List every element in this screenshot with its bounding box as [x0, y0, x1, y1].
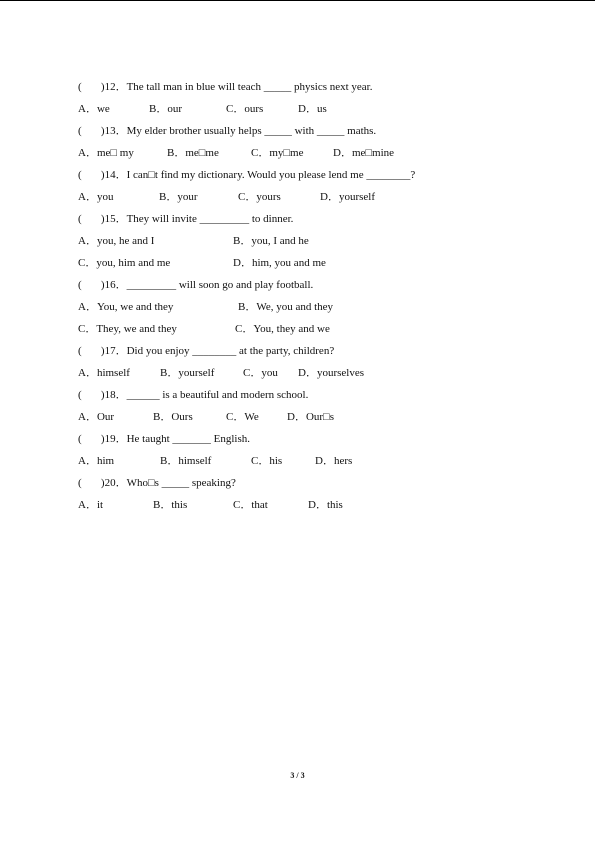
- q13-option-b: B．me□me: [167, 147, 219, 159]
- q14-option-b: B．your: [159, 191, 198, 203]
- q12-option-d: D．us: [298, 103, 327, 115]
- q18-option-b: B．Ours: [153, 411, 193, 423]
- top-border-line: [0, 0, 595, 1]
- q20-option-d: D．this: [308, 499, 343, 511]
- q15-option-a: A．you, he and I: [78, 235, 155, 247]
- question-12: ( )12．The tall man in blue will teach _____ physics next year.: [78, 81, 373, 93]
- question-18: ( )18．______ is a beautiful and modern school.: [78, 389, 309, 401]
- q14-option-c: C．yours: [238, 191, 281, 203]
- question-19: ( )19．He taught _______ English.: [78, 433, 251, 445]
- q15-option-d: D．him, you and me: [233, 257, 326, 269]
- q16-option-c: C．They, we and they: [78, 323, 177, 335]
- q14-option-a: A．you: [78, 191, 114, 203]
- q17-option-d: D．yourselves: [298, 367, 364, 379]
- question-13: ( )13．My elder brother usually helps _____ with _____ maths.: [78, 125, 377, 137]
- q20-option-c: C．that: [233, 499, 268, 511]
- q18-option-a: A．Our: [78, 411, 115, 423]
- q12-option-b: B．our: [149, 103, 182, 115]
- q20-option-b: B．this: [153, 499, 188, 511]
- q13-option-c: C．my□me: [251, 147, 304, 159]
- q18-option-c: C．We: [226, 411, 259, 423]
- q19-option-b: B．himself: [160, 455, 212, 467]
- page-number: 3 / 3: [290, 771, 305, 780]
- q18-option-d: D．Our□s: [287, 411, 334, 423]
- q12-option-c: C．ours: [226, 103, 264, 115]
- q13-option-a: A．me□ my: [78, 147, 134, 159]
- q14-option-d: D．yourself: [320, 191, 375, 203]
- question-14: ( )14．I can□t find my dictionary. Would you please lend me ________?: [78, 169, 416, 181]
- q15-option-b: B．you, I and he: [233, 235, 309, 247]
- q19-option-d: D．hers: [315, 455, 353, 467]
- q16-option-b: B．We, you and they: [238, 301, 334, 313]
- q19-option-c: C．his: [251, 455, 283, 467]
- question-16: ( )16．_________ will soon go and play football.: [78, 279, 314, 291]
- question-17: ( )17．Did you enjoy ________ at the party, children?: [78, 345, 335, 357]
- q15-option-c: C．you, him and me: [78, 257, 171, 269]
- q12-option-a: A．we: [78, 103, 110, 115]
- q16-option-a: A．You, we and they: [78, 301, 174, 313]
- q13-option-d: D．me□mine: [333, 147, 395, 159]
- q19-option-a: A．him: [78, 455, 115, 467]
- q17-option-a: A．himself: [78, 367, 130, 379]
- q17-option-b: B．yourself: [160, 367, 215, 379]
- q17-option-c: C．you: [243, 367, 278, 379]
- question-15: ( )15．They will invite _________ to dinner.: [78, 213, 294, 225]
- q20-option-a: A．it: [78, 499, 104, 511]
- q16-option-d: C．You, they and we: [235, 323, 330, 335]
- question-20: ( )20．Who□s _____ speaking?: [78, 477, 236, 489]
